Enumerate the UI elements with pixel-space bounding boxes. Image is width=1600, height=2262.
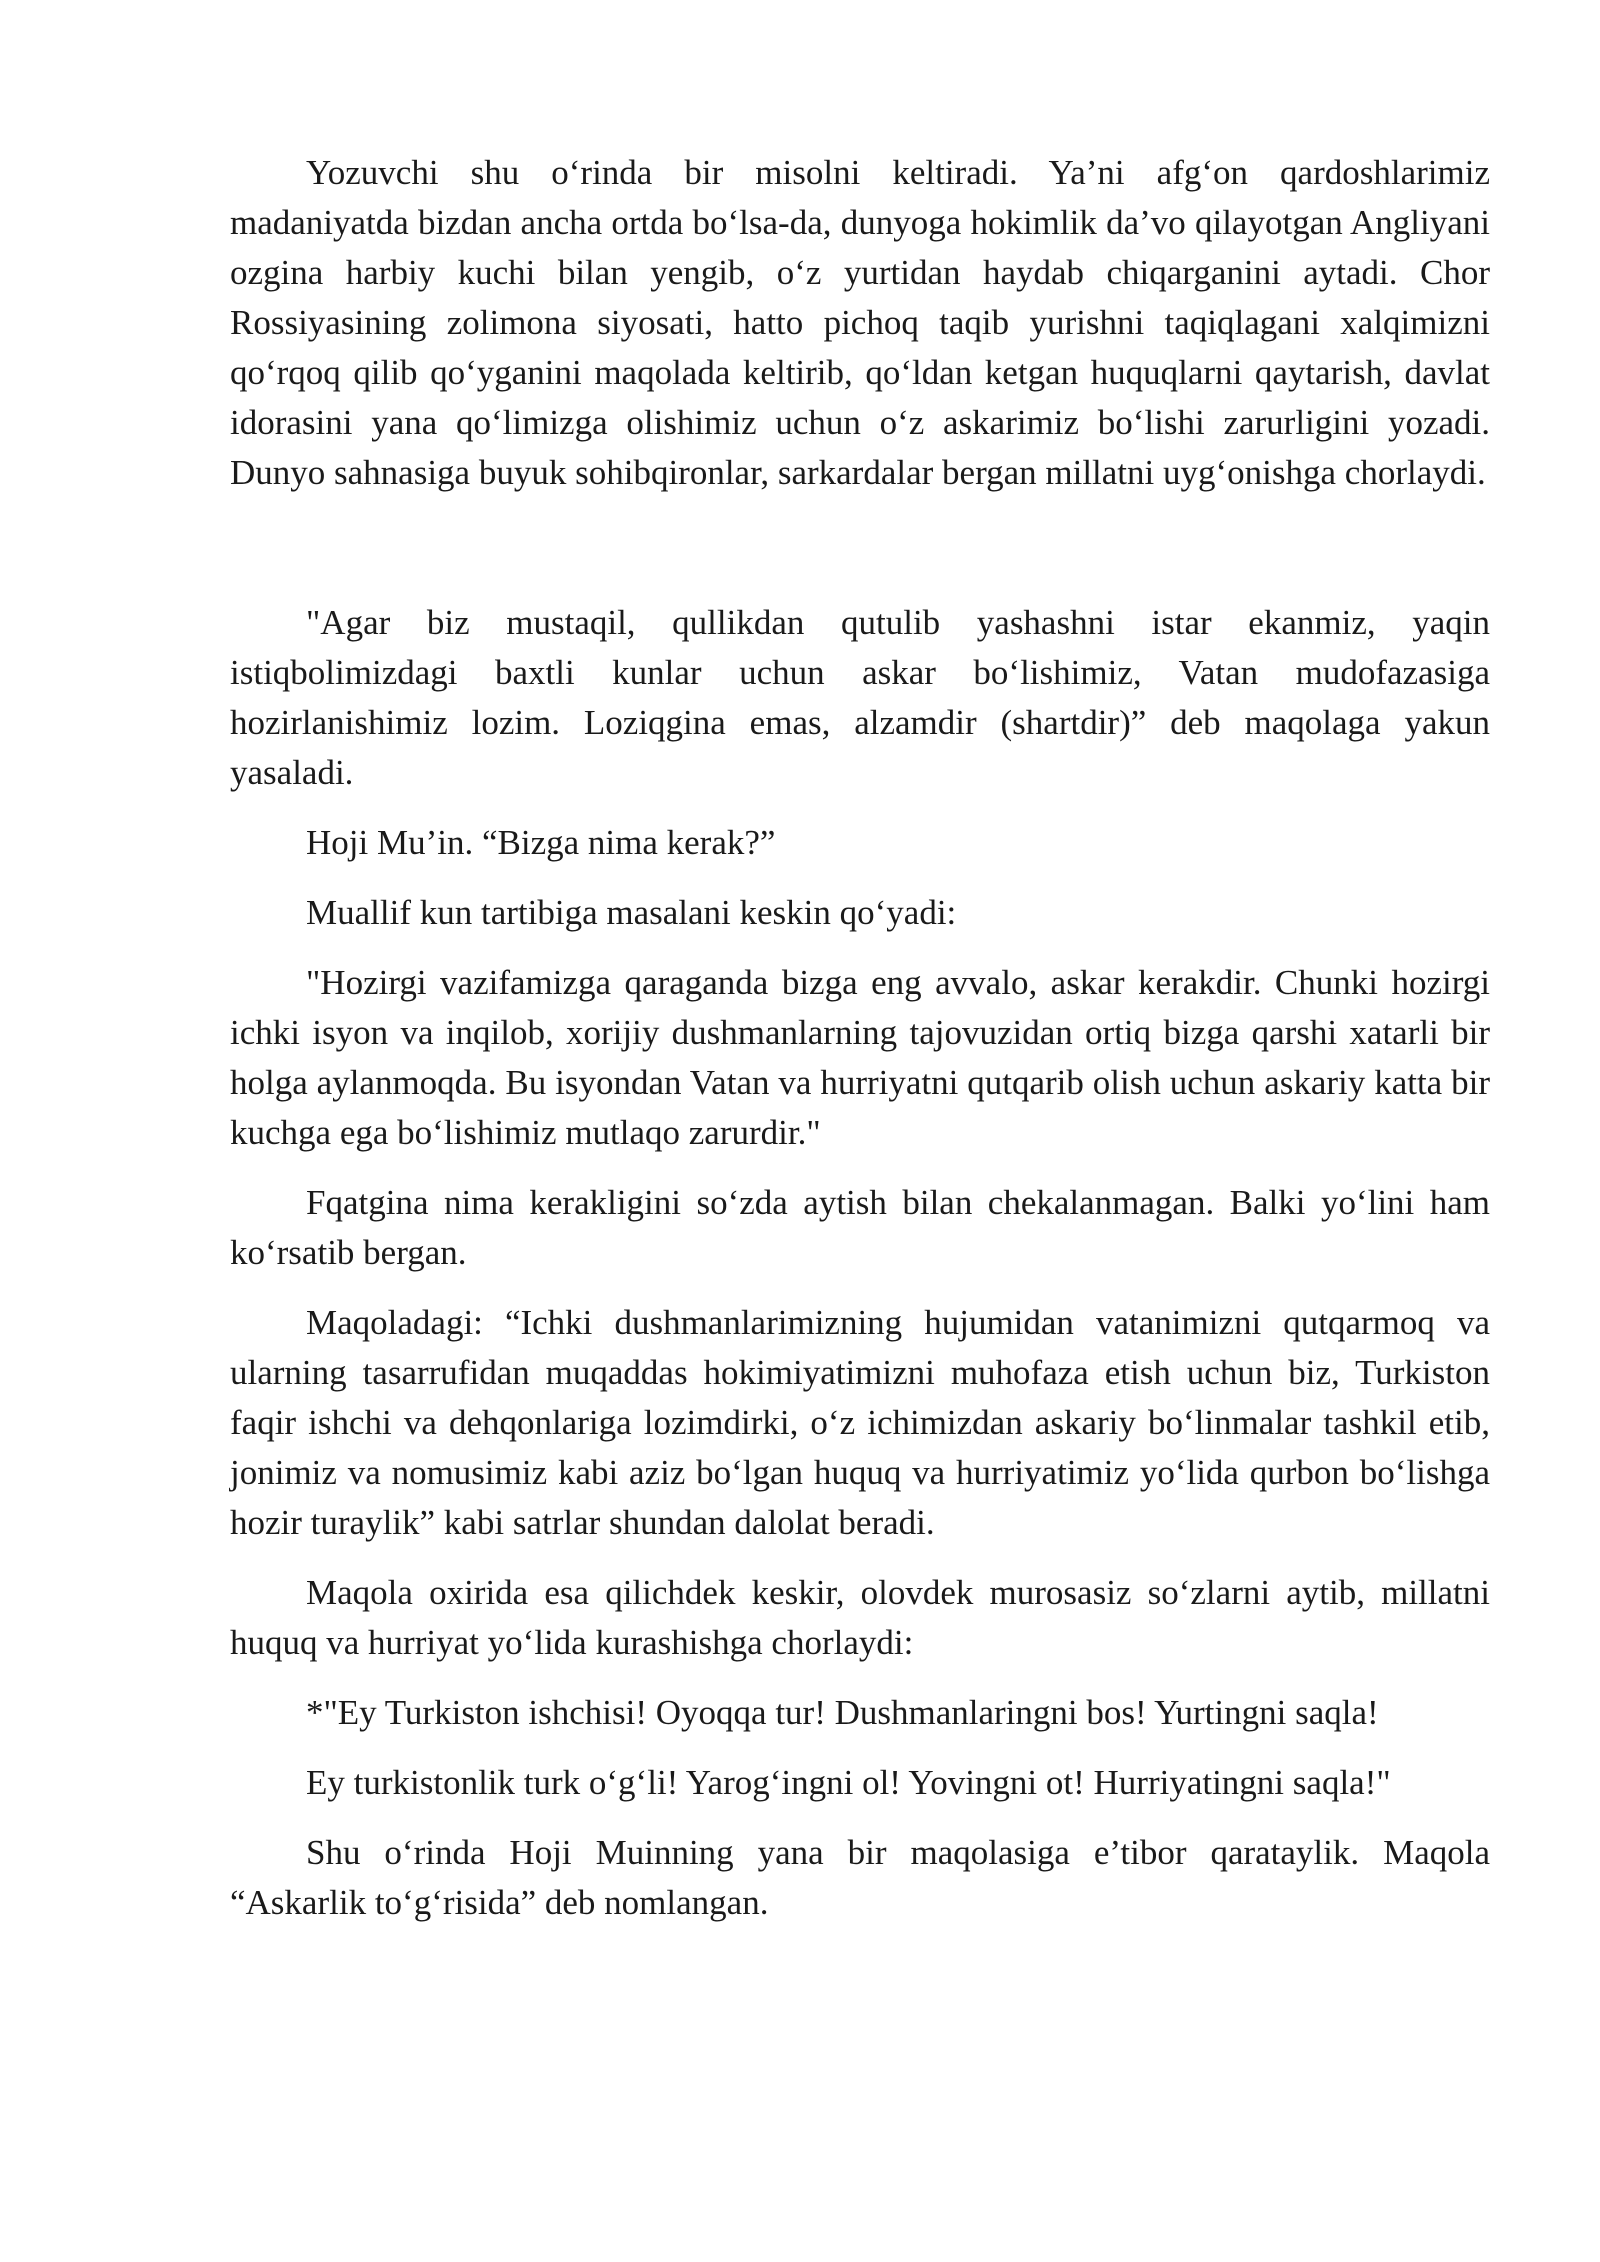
paragraph-next-article: Shu o‘rinda Hoji Muinning yana bir maqolasiga e’tibor qarataylik. Maqola “Askarlik to‘g‘risida” deb nomlangan. [230, 1833, 1490, 1922]
paragraph-soldier-quote: "Agar biz mustaqil, qullikdan qutulib yashashni istar ekanmiz, yaqin istiqbolimizdagi baxtli kunlar uchun askar bo‘lishimiz, Vatan mudofazasiga hozirlanishimiz lozim. Loziqgina emas, alzamdir (shartdir)” deb maqolaga yakun yasaladi. [230, 603, 1490, 792]
paragraph-afghan-example: Yozuvchi shu o‘rinda bir misolni keltiradi. Ya’ni afg‘on qardoshlarimiz madaniyatda bizdan ancha ortda bo‘lsa-da, dunyoga hokimlik da’vo qilayotgan Angliyani ozgina harbiy kuchi bilan yengib, o‘z yurtidan haydab chiqarganini aytadi. Chor Rossiyasining zolimona siyosati, hatto pichoq taqib yurishni taqiqlagani xalqimizni qo‘rqoq qilib qo‘yganini maqolada keltirib, qo‘ldan ketgan huquqlarni qaytarish, davlat idorasini yana qo‘limizga olishimiz uchun o‘z askarimiz bo‘lishi zarurligini yozadi. Dunyo sahnasiga buyuk sohibqironlar, sarkardalar bergan millatni uyg‘onishga chorlaydi. [230, 153, 1490, 492]
paragraph-internal-enemies-quote: Maqoladagi: “Ichki dushmanlarimizning hujumidan vatanimizni qutqarmoq va ularning tasarrufidan muqaddas hokimiyatimizni muhofaza etish uchun biz, Turkiston faqir ishchi va dehqonlariga lozimdirki, o‘z ichimizdan askariy bo‘linmalar tashkil etib, jonimiz va nomusimiz kabi aziz bo‘lgan huquq va hurriyatimiz yo‘lida qurbon bo‘lishga hozir turaylik” kabi satrlar shundan dalolat beradi. [230, 1303, 1490, 1542]
paragraph-article-title: Hoji Mu’in. “Bizga nima kerak?” [306, 823, 776, 862]
paragraph-call-son: Ey turkistonlik turk o‘g‘li! Yarog‘ingni ol! Yovingni ot! Hurriyatingni saqla!" [306, 1763, 1391, 1802]
paragraph-shows-the-way: Fqatgina nima kerakligini so‘zda aytish bilan chekalanmagan. Balki yo‘lini ham ko‘rsatib bergan. [230, 1183, 1490, 1272]
paragraph-call-worker: *"Ey Turkiston ishchisi! Oyoqqa tur! Dushmanlaringni bos! Yurtingni saqla! [306, 1693, 1379, 1732]
paragraph-final-call: Maqola oxirida esa qilichdek keskir, olovdek murosasiz so‘zlarni aytib, millatni huquq va hurriyat yo‘lida kurashishga chorlaydi: [230, 1573, 1490, 1662]
paragraph-army-needed-quote: "Hozirgi vazifamizga qaraganda bizga eng avvalo, askar kerakdir. Chunki hozirgi ichki isyon va inqilob, xorijiy dushmanlarning tajovuzidan ortiq bizga qarshi xatarli bir holga aylanmoqda. Bu isyondan Vatan va hurriyatni qutqarib olish uchun askariy katta bir kuchga ega bo‘lishimiz mutlaqo zarurdir." [230, 963, 1490, 1152]
document-page [230, 148, 1490, 1928]
paragraph-author-intro: Muallif kun tartibiga masalani keskin qo‘yadi: [306, 893, 957, 932]
